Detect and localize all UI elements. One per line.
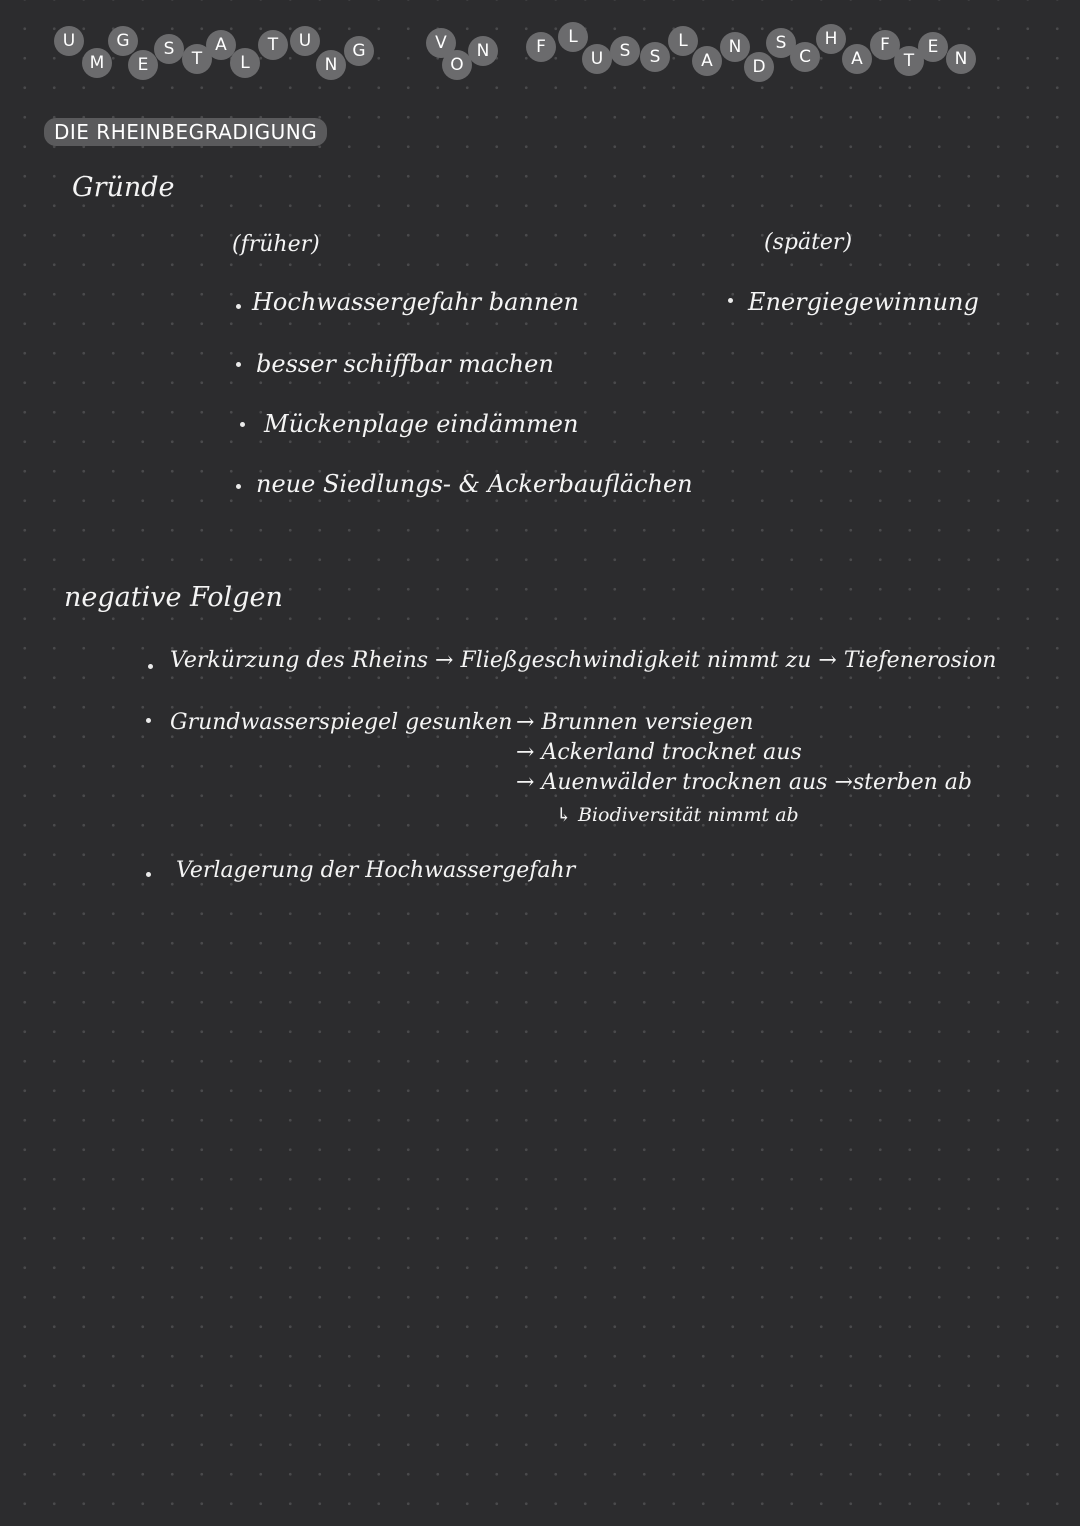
section-heading: DIE RHEINBEGRADIGUNG — [44, 118, 327, 146]
folgen-item-3: Verlagerung der Hochwassergefahr — [176, 858, 576, 883]
bullet — [236, 484, 241, 489]
title-letter: T — [894, 46, 924, 76]
bullet — [146, 872, 151, 877]
title-letter: S — [766, 28, 796, 58]
title-letter: G — [108, 26, 138, 56]
bullet — [240, 422, 245, 427]
bullet — [236, 362, 241, 367]
page-title — [48, 22, 1048, 84]
title-letter: G — [344, 36, 374, 66]
bullet — [148, 664, 153, 669]
consequence: → Auenwälder trocknen aus →sterben ab — [516, 770, 973, 795]
title-letter: E — [918, 32, 948, 62]
bullet — [728, 298, 733, 303]
title-letter: U — [290, 26, 320, 56]
title-letter: M — [82, 48, 112, 78]
title-letter: U — [54, 26, 84, 56]
title-letter: T — [182, 44, 212, 74]
bullet — [146, 718, 151, 723]
folgen-item-1: Verkürzung des Rheins → Fließgeschwindigkeit nimmt zu → Tiefenerosion — [170, 648, 997, 673]
folgen-heading: negative Folgen — [64, 582, 283, 613]
gruende-heading: Gründe — [72, 172, 175, 203]
title-letter: N — [720, 32, 750, 62]
sub-consequence: ↳ Biodiversität nimmt ab — [556, 804, 799, 826]
title-letter: S — [154, 34, 184, 64]
title-letter: N — [468, 36, 498, 66]
spaeter-label: (später) — [764, 230, 853, 255]
title-letter: D — [744, 52, 774, 82]
consequence: → Ackerland trocknet aus — [516, 740, 802, 765]
title-letter: U — [582, 44, 612, 74]
title-letter: L — [668, 26, 698, 56]
frueher-item: besser schiffbar machen — [256, 350, 554, 378]
title-letter: A — [842, 44, 872, 74]
title-letter: L — [230, 48, 260, 78]
title-letter: O — [442, 50, 472, 80]
title-letter: F — [870, 30, 900, 60]
frueher-item: Mückenplage eindämmen — [264, 410, 579, 438]
title-letter: T — [258, 30, 288, 60]
folgen-item-2: Grundwasserspiegel gesunken — [170, 710, 513, 735]
title-letter: N — [316, 50, 346, 80]
title-letter: N — [946, 44, 976, 74]
title-letter: C — [790, 42, 820, 72]
frueher-item: Hochwassergefahr bannen — [252, 288, 579, 316]
title-letter: S — [610, 36, 640, 66]
frueher-label: (früher) — [232, 232, 320, 257]
frueher-item: neue Siedlungs- & Ackerbauflächen — [256, 470, 693, 498]
title-letter: L — [558, 22, 588, 52]
spaeter-item: Energiegewinnung — [748, 288, 979, 316]
title-letter: S — [640, 42, 670, 72]
title-letter: A — [206, 30, 236, 60]
bullet — [236, 304, 241, 309]
title-letter: H — [816, 24, 846, 54]
consequence: → Brunnen versiegen — [516, 710, 754, 735]
title-letter: V — [426, 28, 456, 58]
title-letter: A — [692, 46, 722, 76]
title-letter: E — [128, 50, 158, 80]
title-letter: F — [526, 32, 556, 62]
